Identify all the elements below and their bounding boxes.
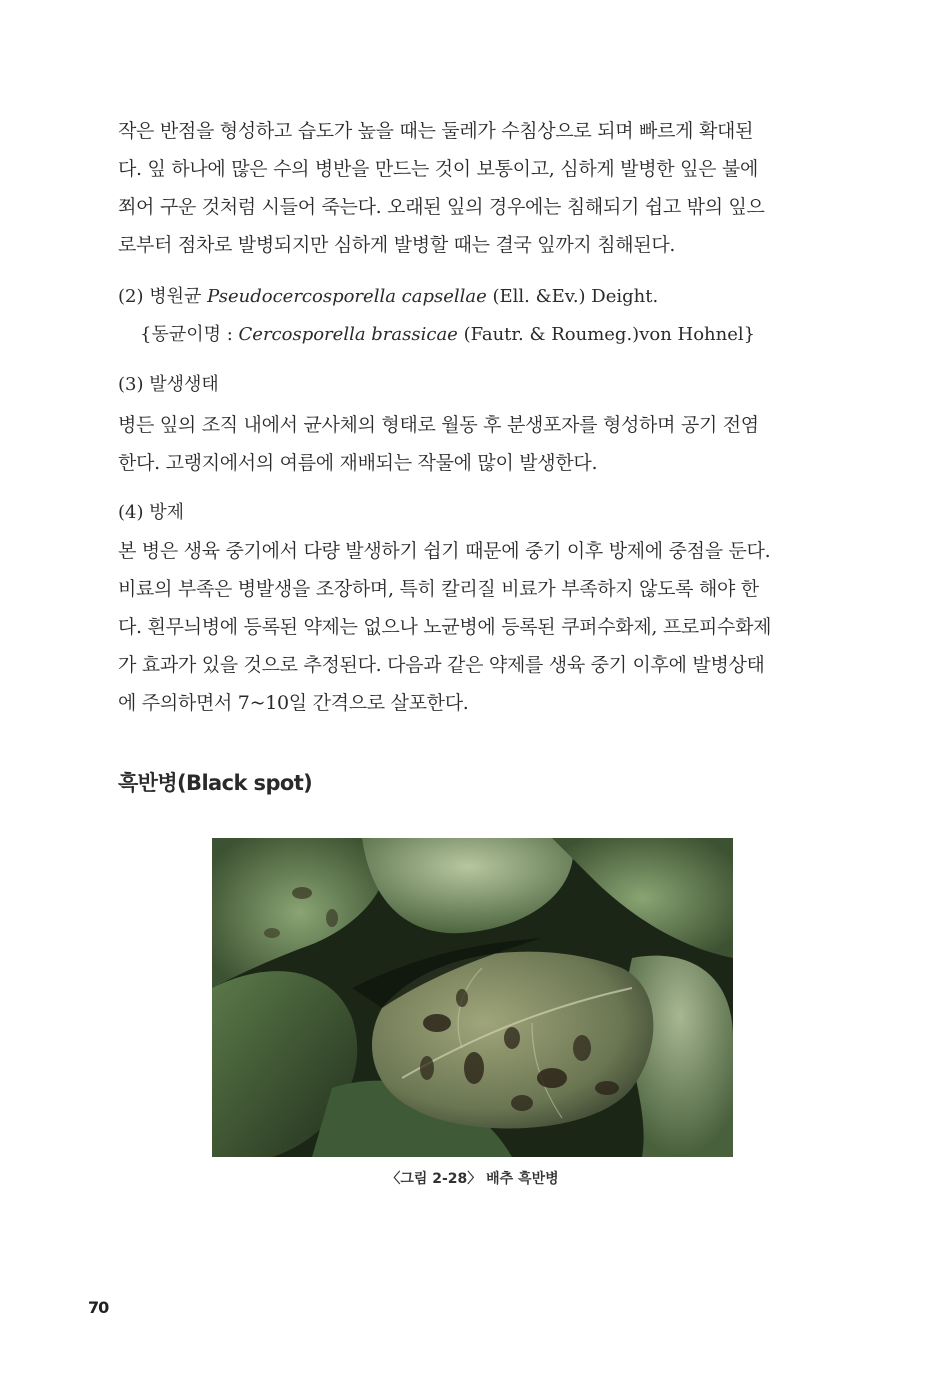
page-number: 70 [88,1298,109,1317]
text-line: 다. 흰무늬병에 등록된 약제는 없으나 노균병에 등록된 쿠퍼수화제, 프로피수화제 [118,616,772,638]
synonym-authority: (Fautr. & Roumeg.)von Hohnel} [457,324,756,345]
figure-caption: 〈그림 2-28〉 배추 흑반병 [386,1171,559,1187]
section-title: 흑반병(Black spot) [118,771,313,795]
pathogen-heading-prefix: (2) 병원균 [118,286,208,307]
text-line: 작은 반점을 형성하고 습도가 높을 때는 둘레가 수침상으로 되며 빠르게 확대된 [118,120,754,142]
synonym-latin-name: Cercosporella brassicae [238,324,458,345]
control-heading: (4) 방제 [118,502,184,523]
intro-paragraph [118,112,830,264]
text-line: 병든 잎의 조직 내에서 균사체의 형태로 월동 후 분생포자를 형성하며 공기 전염 [118,414,759,436]
pathogen-synonym [140,322,755,348]
pathogen-authority: (Ell. &Ev.) Deight. [486,286,659,307]
text-line: 쬐어 구운 것처럼 시들어 죽는다. 오래된 잎의 경우에는 침해되기 쉽고 밖의 잎으 [118,196,765,218]
text-line: 에 주의하면서 7~10일 간격으로 살포한다. [118,692,469,714]
text-line: 다. 잎 하나에 많은 수의 병반을 만드는 것이 보통이고, 심하게 발병한 잎은 불에 [118,158,759,180]
ecology-paragraph [118,406,830,482]
control-paragraph [118,532,830,722]
pathogen-latin-name: Pseudocercosporella capsellae [207,286,487,307]
text-line: 본 병은 생육 중기에서 다량 발생하기 쉽기 때문에 중기 이후 방제에 중점을 둔다. [118,540,771,562]
text-line: 한다. 고랭지에서의 여름에 재배되는 작물에 많이 발생한다. [118,452,598,474]
ecology-heading: (3) 발생생태 [118,374,219,395]
leaf-photo-illustration [212,838,733,1157]
black-spot-cabbage-photo [212,838,733,1157]
synonym-prefix: {동균이명 : [140,324,239,345]
pathogen-heading [118,284,658,310]
text-line: 비료의 부족은 병발생을 조장하며, 특히 칼리질 비료가 부족하지 않도록 해야 한 [118,578,759,600]
text-line: 로부터 점차로 발병되지만 심하게 발병할 때는 결국 잎까지 침해된다. [118,234,676,256]
text-line: 가 효과가 있을 것으로 추정된다. 다음과 같은 약제를 생육 중기 이후에 발병상태 [118,654,765,676]
